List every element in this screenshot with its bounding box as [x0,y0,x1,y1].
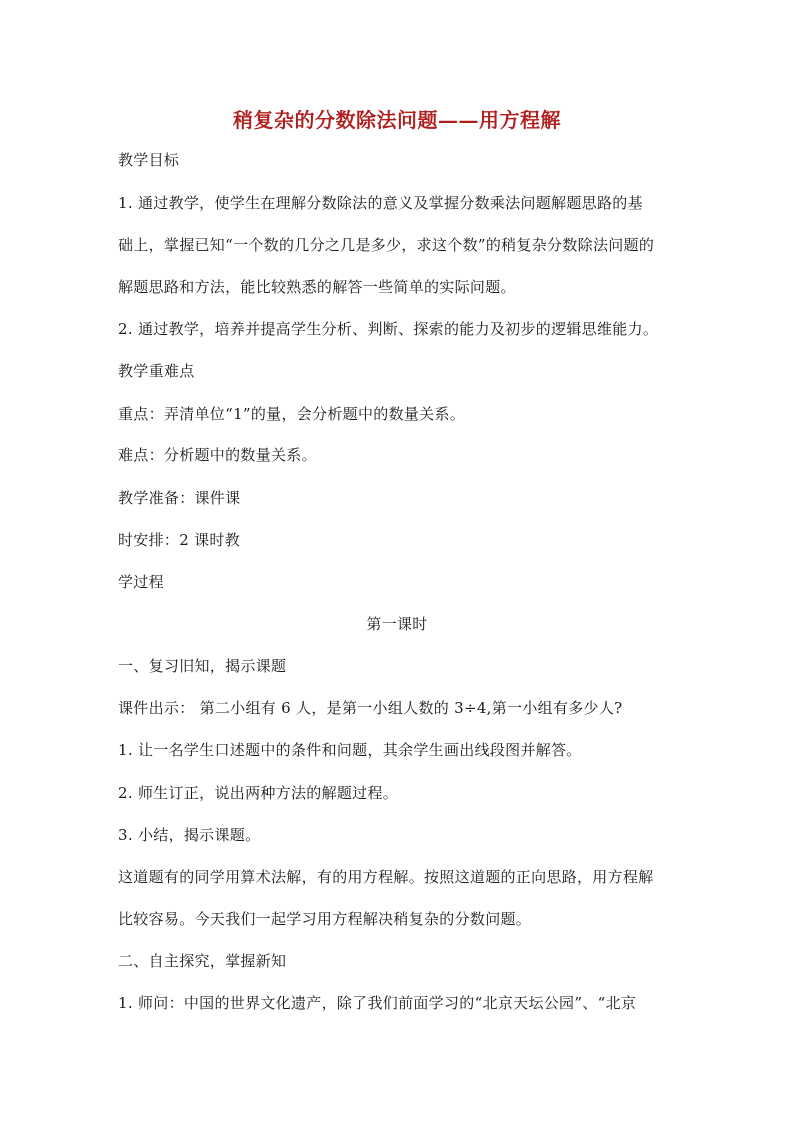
step-1: 1. 让一名学生口述题中的条件和问题，其余学生画出线段图并解答。 [118,741,582,759]
section-1-heading: 一、复习旧知，揭示课题 [118,657,287,675]
lesson-heading: 第一课时 [366,615,428,633]
step-2: 2. 师生订正，说出两种方法的解题过程。 [118,784,399,802]
goal-1-line-2: 础上，掌握已知“一个数的几分之几是多少，求这个数”的稍复杂分数除法问题的 [118,236,655,254]
teacher-question: 1. 师问：中国的世界文化遗产，除了我们前面学习的“北京天坛公园”、“北京 [118,994,637,1012]
heading-teaching-goals: 教学目标 [118,151,180,169]
goal-1-line-3: 解题思路和方法，能比较熟悉的解答一些简单的实际问题。 [118,278,516,296]
key-point: 重点：弄清单位“1”的量，会分析题中的数量关系。 [118,405,466,423]
teaching-preparation: 教学准备：课件课 [118,489,241,507]
goal-1-line-1: 1. 通过教学，使学生在理解分数除法的意义及掌握分数乘法问题解题思路的基 [118,194,643,212]
heading-key-points: 教学重难点 [118,362,195,380]
summary-line-1: 这道题有的同学用算术法解，有的用方程解。按照这道题的正向思路，用方程解 [118,868,654,886]
goal-2: 2. 通过教学，培养并提高学生分析、判断、探索的能力及初步的逻辑思维能力。 [118,320,659,338]
step-3: 3. 小结，揭示课题。 [118,826,261,844]
difficult-point: 难点：分析题中的数量关系。 [118,446,317,464]
courseware-problem: 课件出示： 第二小组有 6 人，是第一小组人数的 3÷4,第一小组有多少人? [118,699,623,717]
document-title: 稍复杂的分数除法问题——用方程解 [233,108,561,132]
summary-line-2: 比较容易。今天我们一起学习用方程解决稍复杂的分数问题。 [118,910,532,928]
schedule: 时安排：2 课时教 [118,531,241,549]
heading-process: 学过程 [118,573,164,591]
section-2-heading: 二、自主探究，掌握新知 [118,952,287,970]
